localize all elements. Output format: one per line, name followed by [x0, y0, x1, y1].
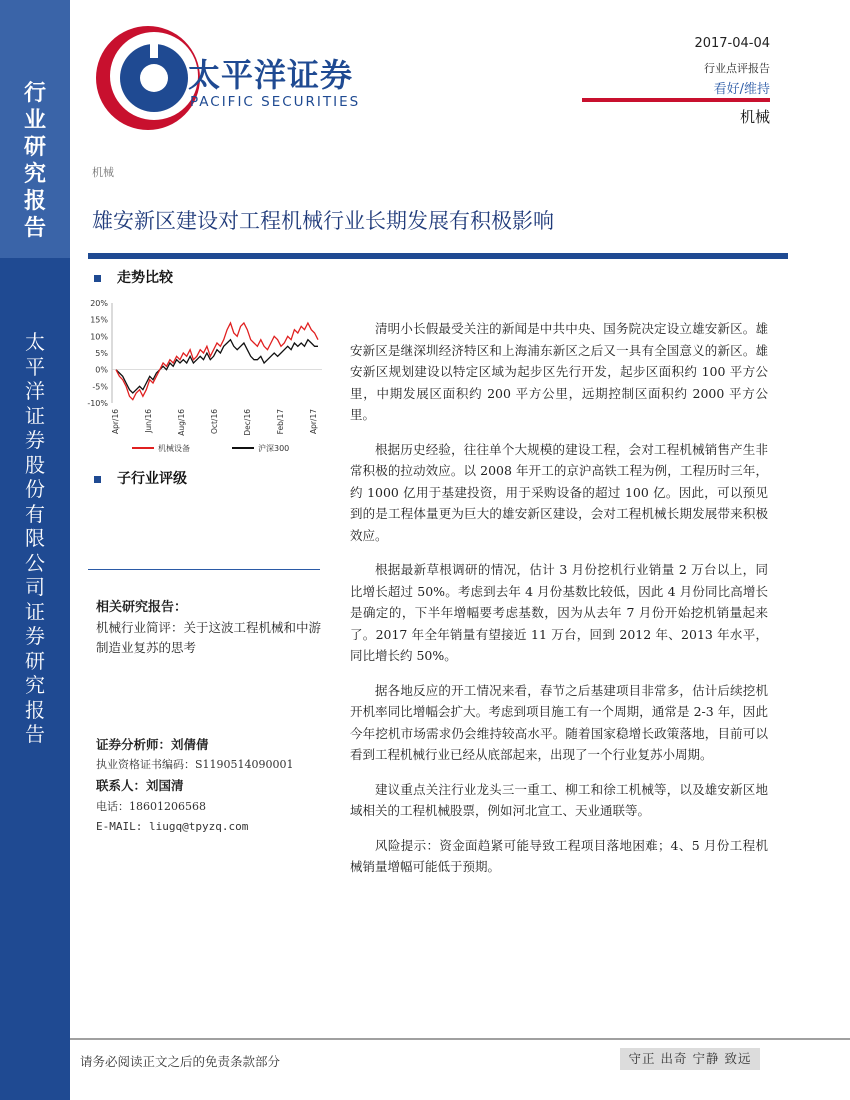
x-tick-label: Feb/17	[276, 409, 285, 435]
x-tick-label: Jun/16	[144, 409, 153, 433]
title-divider	[88, 253, 788, 259]
logo-text-en: PACIFIC SECURITIES	[190, 94, 361, 110]
report-date: 2017-04-04	[694, 36, 770, 51]
sidebar-char: 行	[23, 80, 46, 106]
series-line	[116, 323, 318, 400]
trend-chart-svg	[82, 293, 330, 463]
y-tick-label: 0%	[95, 365, 108, 375]
left-divider	[88, 569, 320, 570]
bullet-square-icon	[94, 275, 101, 282]
analyst-license: 执业资格证书编码：S1190514090001	[96, 758, 294, 771]
y-tick-label: 20%	[90, 299, 108, 308]
footer-divider	[70, 1038, 850, 1040]
legend-label: 沪深300	[258, 444, 290, 453]
paragraph: 建议重点关注行业龙头三一重工、柳工和徐工机械等，以及雄安新区地域相关的工程机械股票，例如河北宣工、天业通联等。	[350, 781, 768, 818]
section-trend	[94, 267, 173, 287]
logo-text-cn: 太平洋证券	[188, 56, 354, 94]
sidebar-char: 洋	[25, 379, 45, 403]
sidebar-char: 有	[25, 501, 45, 526]
sidebar-char: 平	[25, 354, 45, 379]
sidebar-char: 报	[23, 188, 46, 214]
section-trend-label: 走势比较	[117, 270, 173, 286]
sidebar-label-company	[0, 330, 70, 747]
related-heading: 相关研究报告：	[96, 600, 188, 615]
paragraph: 根据最新草根调研的情况，估计 3 月份挖机行业销量 2 万台以上，同比增长超过 50%。考虑到去年 4 月份基数比较低，因此 4 月份同比高增长是确定的，下半年增幅要考虑基数，因为从去年 7 月份开始挖机销量起来了。2017 年全年销量有望接近 11 万台，回到 2012 年、2013 年水平，同比增长约 50%。	[350, 562, 768, 663]
analyst-name: 证券分析师：刘倩倩	[96, 737, 209, 752]
sidebar-char: 限	[25, 526, 45, 550]
sidebar-char: 告	[25, 722, 45, 746]
paragraph: 据各地反应的开工情况来看，春节之后基建项目非常多，估计后续挖机开机率同比增幅会扩大。考虑到项目施工有一个周期，通常是 2-3 年，因此今年挖机市场需求仍会维持较高水平。随着国家稳增长政策落地，目前可以看到工程机械行业已经从底部起来，出现了一个行业复苏小周期。	[350, 682, 768, 762]
sidebar-char: 究	[23, 161, 46, 187]
contact-email[interactable]: E-MAIL: liugq@tpyzq.com	[96, 820, 249, 833]
paragraph: 根据历史经验，往往单个大规模的建设工程，会对工程机械销售产生非常积极的拉动效应。以 2008 年开工的京沪高铁工程为例，工程历时三年，约 1000 亿用于基建投资，用于采购设备的超过 100 亿。因此，可以预见到的是工程体量更为巨大的雄安新区建设，会对工程机械长期发展带来积极效应。	[350, 441, 768, 543]
sidebar-char: 业	[23, 107, 46, 133]
sidebar-char: 股	[25, 452, 45, 477]
sidebar-label-report-type	[0, 80, 70, 242]
footer-disclaimer: 请务必阅读正文之后的免责条款部分	[80, 1054, 281, 1069]
bullet-square-icon	[94, 476, 101, 483]
sidebar-char: 券	[25, 624, 45, 648]
sidebar-char: 券	[25, 428, 45, 452]
body-text	[350, 318, 768, 891]
sidebar-char: 司	[25, 575, 45, 599]
paragraph: 风险提示：资金面趋紧可能导致工程项目落地困难；4、5 月份工程机械销量增幅可能低于预期。	[350, 837, 768, 874]
x-tick-label: Aug/16	[177, 409, 186, 436]
y-tick-label: 10%	[90, 332, 108, 342]
y-tick-label: -5%	[92, 382, 108, 392]
related-report-link[interactable]: 机械行业简评：关于这波工程机械和中游制造业复苏的思考	[96, 620, 322, 655]
contact-name: 联系人：刘国清	[96, 778, 184, 793]
sidebar-char: 公	[25, 550, 45, 575]
header-accent-bar	[582, 98, 770, 102]
sidebar-char: 证	[25, 403, 45, 428]
section-sub-rating-label: 子行业评级	[117, 471, 187, 487]
contact-phone: 电话：18601206568	[96, 800, 206, 813]
series-line	[116, 340, 318, 393]
trend-chart	[82, 293, 330, 463]
x-tick-label: Apr/16	[111, 409, 120, 435]
legend-label: 机械设备	[158, 444, 190, 453]
section-sub-rating	[94, 468, 187, 488]
sidebar-char: 告	[23, 215, 46, 241]
sidebar-char: 份	[25, 477, 45, 501]
paragraph: 清明小长假最受关注的新闻是中共中央、国务院决定设立雄安新区。雄安新区是继深圳经济特区和上海浦东新区之后又一具有全国意义的新区。雄安新区规划建设以特定区域为起步区先行开发，起步区面积约 100 平方公里，中期发展区面积约 200 平方公里，远期控制区面积约 2000 平方公里。	[350, 321, 768, 422]
sidebar-char: 太	[25, 330, 45, 354]
sidebar-char: 证	[25, 599, 45, 624]
x-tick-label: Oct/16	[210, 409, 219, 435]
report-type: 行业点评报告	[704, 62, 770, 75]
y-tick-label: 5%	[95, 349, 108, 358]
y-tick-label: 15%	[90, 315, 108, 325]
rating: 看好/维持	[713, 82, 770, 97]
x-tick-label: Dec/16	[243, 409, 252, 436]
sector-tag: 机械	[92, 166, 114, 179]
y-tick-label: -10%	[87, 399, 108, 408]
sidebar-char: 究	[25, 673, 45, 697]
x-tick-label: Apr/17	[309, 409, 318, 435]
sidebar-char: 研	[23, 134, 46, 160]
sidebar-char: 报	[25, 697, 45, 722]
sidebar-char: 研	[25, 648, 45, 673]
footer-motto: 守正 出奇 宁静 致远	[620, 1048, 760, 1070]
header-sector: 机械	[739, 108, 770, 126]
page-title: 雄安新区建设对工程机械行业长期发展有积极影响	[92, 209, 554, 233]
